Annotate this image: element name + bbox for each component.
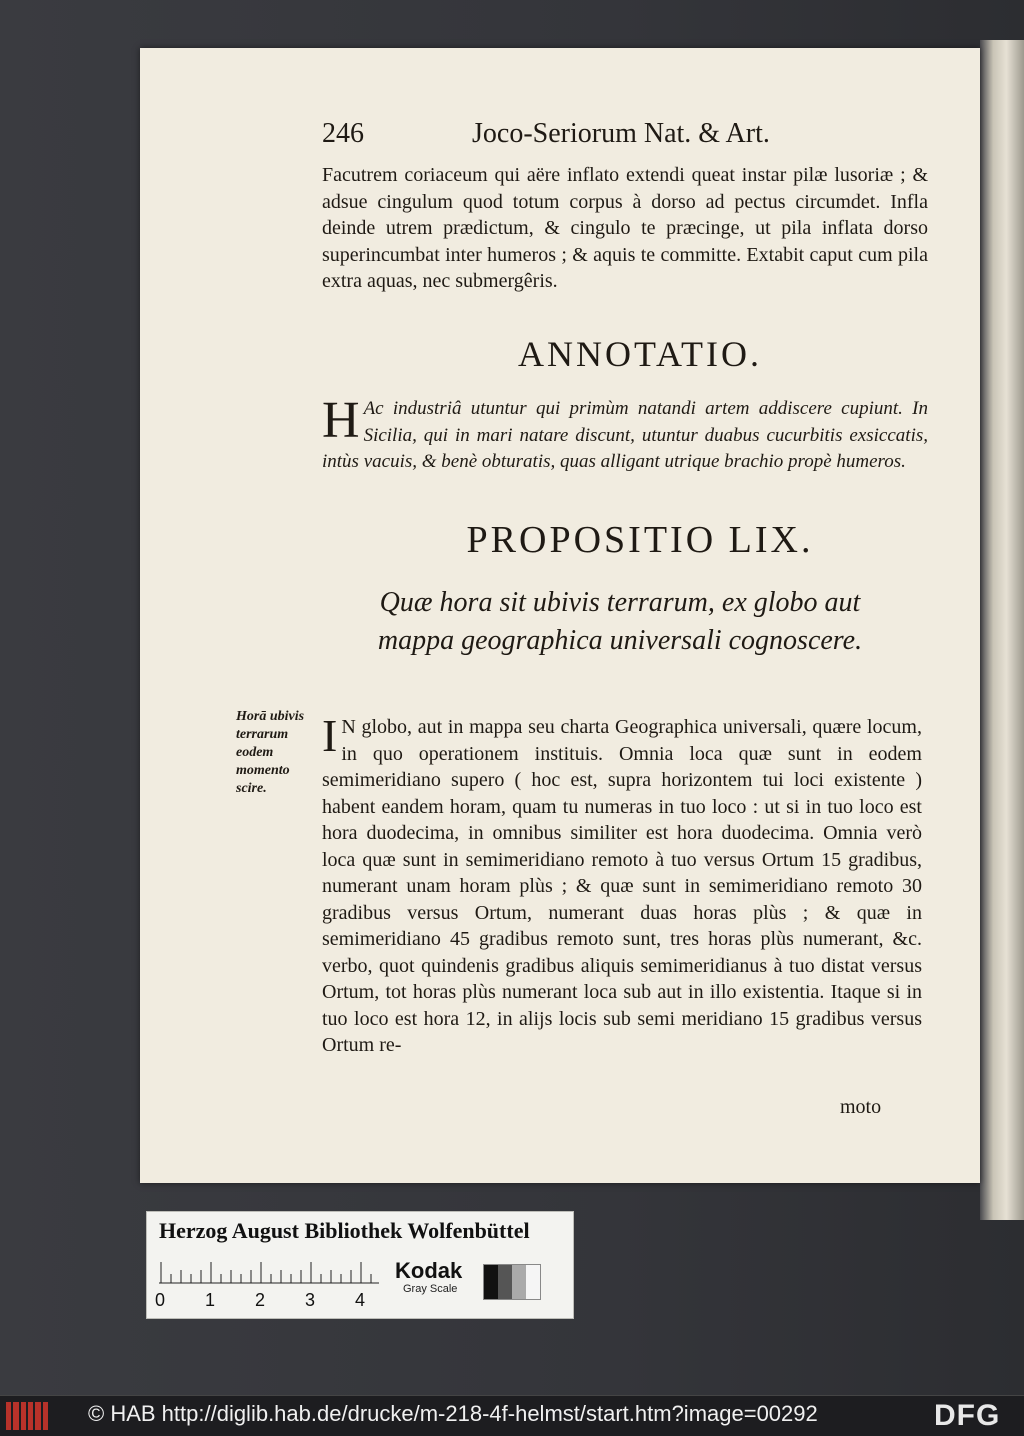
color-calibration-strip bbox=[146, 1211, 574, 1319]
catchword: moto bbox=[840, 1096, 882, 1118]
running-title: Joco-Seriorum Nat. & Art. bbox=[472, 118, 770, 149]
ruler-scale bbox=[159, 1258, 379, 1284]
library-name: Herzog August Bibliothek Wolfenbüttel bbox=[159, 1218, 530, 1243]
propositio-heading: PROPOSITIO LIX. bbox=[466, 519, 814, 561]
margin-note: Horā ubivis terrarum eodem momento scire. bbox=[236, 709, 305, 796]
annotatio-text: H Ac industriâ utuntur qui primùm natandi artem addiscere cupiunt. In Sicilia, qui in mari natare discunt, utuntur duabus cucurbitis exsiccatis, intùs vacuis, & benè obturatis, quas alligant utrique brachio propè humeros. bbox=[322, 392, 928, 472]
footer-bar bbox=[0, 1395, 1024, 1436]
book-page bbox=[140, 48, 980, 1183]
propositio-subtitle: Quæ hora sit ubivis terrarum, ex globo aut mappa geographica universali cognoscere. bbox=[377, 587, 863, 656]
dfg-logo: DFG bbox=[934, 1399, 1001, 1432]
intro-paragraph: Facutrem coriaceum qui aëre inflato extendi queat instar pilæ lusoriæ ; & adsue cingulum quod totum corpus à dorso ad pectus circumdet. Infla deinde utrem prædictum, & cingulo te præcinge, ut pila inflata dorso superincumbat inter humeros ; & aquis te committe. Extabit caput cum pila extra aquas, nec submergêris. bbox=[322, 164, 928, 293]
kodak-logo: Kodak bbox=[395, 1258, 463, 1283]
adjacent-page-edge bbox=[980, 40, 1024, 1220]
annotatio-heading: ANNOTATIO. bbox=[517, 334, 763, 374]
running-head bbox=[322, 118, 922, 154]
body-dropcap: I bbox=[322, 710, 338, 761]
annotatio-dropcap: H bbox=[322, 392, 360, 449]
gray-swatches bbox=[483, 1264, 541, 1300]
ruler-numbers: 0 1 2 3 4 bbox=[155, 1290, 366, 1310]
page-number: 246 bbox=[322, 118, 364, 149]
body-text: I N globo, aut in mappa seu charta Geographica universali, quære locum, in quo operationem instituis. Omnia loca quæ sunt in eodem semimeridiano supero ( hoc est, supra horizontem tui loci existente ) habent eandem horam, quam tu numeras in tuo loco : ut si in tuo loco est hora duodecima, in omnibus similiter est hora duodecima. Omnia verò loca quæ sunt in semimeridiano remoto à tuo versus Ortum 15 gradibus, numerant unam horam plùs ; & quæ sunt in semimeridiano remoto 30 gradibus versus Ortum, numerant duas horas plùs ; & quæ in semimeridiano 45 gradibus remoto sunt, tres horas plùs numerant, &c. verbo, quot quindenis gradibus aliquis semimeridianus à tuo distat versus Ortum, tot horas plùs numerant loca sub aut in illo existentia. Itaque si in tuo loco est hora 12, in alijs locis sub semi meridiano 15 gradibus versus Ortum re- bbox=[322, 710, 922, 1056]
footer-url[interactable]: © HAB http://diglib.hab.de/drucke/m-218-4f-helmst/start.htm?image=00292 bbox=[88, 1401, 818, 1426]
gray-scale-label: Gray Scale bbox=[403, 1283, 458, 1295]
hab-logo-icon bbox=[6, 1402, 48, 1430]
